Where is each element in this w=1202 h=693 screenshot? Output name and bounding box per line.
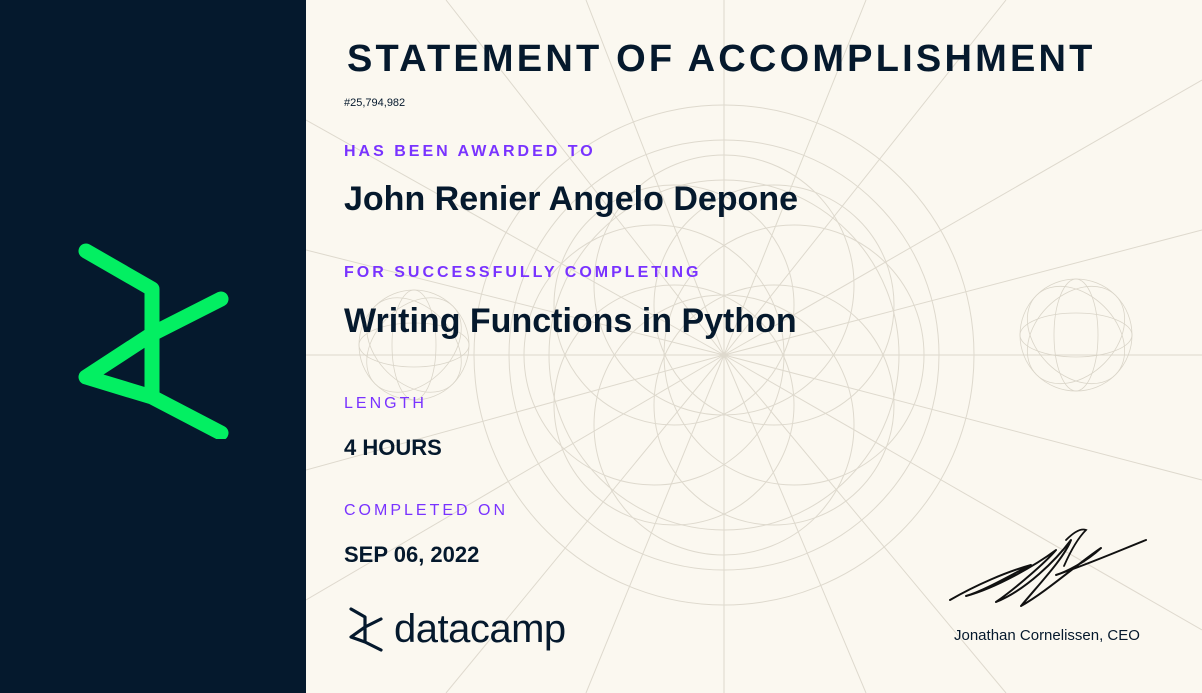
length-value: 4 HOURS bbox=[344, 435, 442, 460]
certificate-title: STATEMENT OF ACCOMPLISHMENT bbox=[347, 38, 1096, 80]
recipient-name: John Renier Angelo Depone bbox=[344, 180, 799, 218]
awarded-label: HAS BEEN AWARDED TO bbox=[344, 143, 596, 160]
signer-name: Jonathan Cornelissen, CEO bbox=[954, 627, 1140, 644]
completing-label: FOR SUCCESSFULLY COMPLETING bbox=[344, 264, 702, 281]
completed-label: COMPLETED ON bbox=[344, 502, 509, 519]
length-label: LENGTH bbox=[344, 395, 427, 412]
datacamp-logo-icon bbox=[348, 606, 384, 652]
datacamp-brand bbox=[348, 606, 566, 652]
ceo-signature bbox=[946, 510, 1156, 620]
certificate-body bbox=[306, 0, 1202, 693]
brand-name: datacamp bbox=[394, 607, 566, 651]
course-title: Writing Functions in Python bbox=[344, 302, 797, 340]
completed-date: SEP 06, 2022 bbox=[344, 542, 480, 567]
datacamp-logo-mark-icon bbox=[78, 239, 238, 439]
brand-sidebar bbox=[0, 0, 306, 693]
certificate-number: #25,794,982 bbox=[344, 97, 406, 109]
